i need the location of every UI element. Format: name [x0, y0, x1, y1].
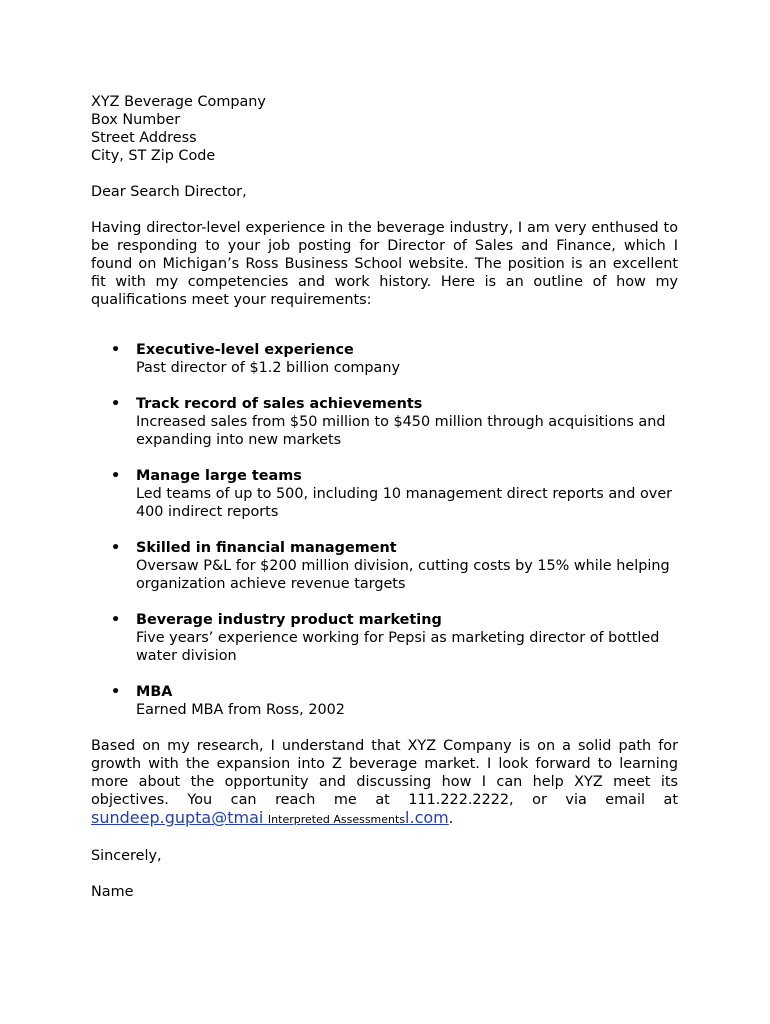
qualification-title: Manage large teams [136, 468, 302, 484]
signoff: Sincerely, [91, 848, 162, 864]
qualification-detail: Oversaw P&L for $200 million division, cutting costs by 15% while helping organization achieve revenue targets [136, 558, 670, 592]
address-street: Street Address [91, 130, 197, 146]
email-link[interactable] [91, 808, 449, 827]
address-company: XYZ Beverage Company [91, 94, 266, 110]
qualification-detail: Past director of $1.2 billion company [136, 360, 401, 376]
email-part1: sundeep.gupta@tmai [91, 808, 264, 827]
qualification-detail: Led teams of up to 500, including 10 management direct reports and over 400 indirect reports [136, 486, 673, 520]
signer-name: Name [91, 884, 134, 900]
list-item [91, 611, 678, 665]
bullet-icon: • [111, 684, 121, 700]
email-trailing: . [448, 811, 454, 827]
address-box: Box Number [91, 112, 181, 128]
list-item [91, 539, 678, 593]
qualification-title: Skilled in financial management [136, 540, 397, 556]
bullet-icon: • [111, 468, 121, 484]
qualification-detail: Earned MBA from Ross, 2002 [136, 702, 345, 718]
cover-letter [91, 93, 678, 901]
recipient-address [91, 93, 678, 165]
email-overlay-text: Interpreted Assessments [267, 813, 406, 826]
qualifications-list [91, 341, 678, 719]
qualification-title: Beverage industry product marketing [136, 612, 442, 628]
qualification-title: Track record of sales achievements [136, 396, 423, 412]
list-item [91, 467, 678, 521]
list-item [91, 395, 678, 449]
salutation: Dear Search Director, [91, 184, 247, 200]
address-city: City, ST Zip Code [91, 148, 216, 164]
qualification-title: Executive-level experience [136, 342, 354, 358]
email-part2: l.com [405, 808, 449, 827]
bullet-icon: • [111, 396, 121, 412]
closing-text: Based on my research, I understand that XYZ Company is on a solid path for growth with the expansion into Z beverage market. I look forward to learning more about the opportunity and discussing how I can help XYZ meet its objectives. You can reach me at 111.222.2222, or via email at [91, 738, 678, 808]
bullet-icon: • [111, 342, 121, 358]
list-item [91, 683, 678, 719]
bullet-icon: • [111, 540, 121, 556]
intro-paragraph: Having director-level experience in the beverage industry, I am very enthused to be responding to your job posting for Director of Sales and Finance, which I found on Michigan’s Ross Business School website. The position is an excellent fit with my competencies and work history. Here is an outline of how my qualifications meet your requirements: [91, 220, 678, 308]
bullet-icon: • [111, 612, 121, 628]
closing-paragraph [91, 737, 678, 829]
qualification-detail: Five years’ experience working for Pepsi as marketing director of bottled water division [136, 630, 660, 664]
list-item [91, 341, 678, 377]
qualification-detail: Increased sales from $50 million to $450 million through acquisitions and expanding into new markets [136, 414, 666, 448]
qualification-title: MBA [136, 684, 173, 700]
